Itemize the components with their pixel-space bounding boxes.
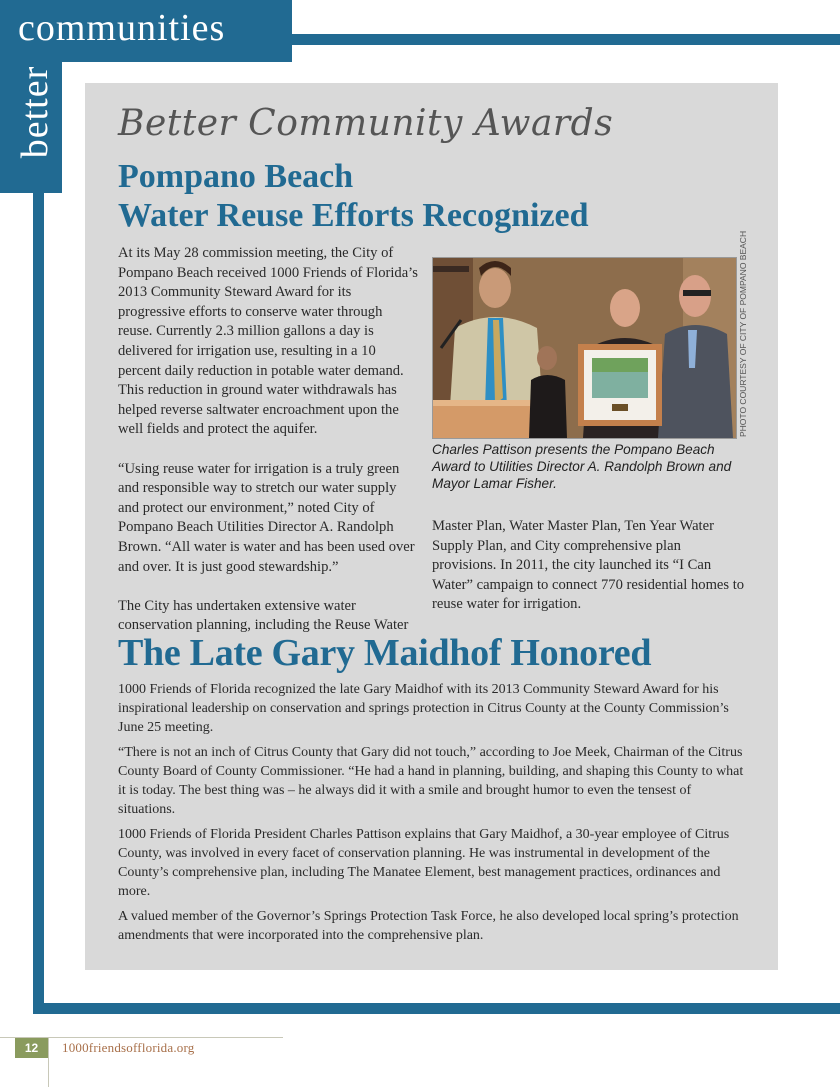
site-url[interactable]: 1000friendsofflorida.org <box>62 1040 195 1055</box>
article1-continued-paragraph: Master Plan, Water Master Plan, Ten Year Water Supply Plan, and City comprehensive plan provisions. In 2011, the city launched its “I Can Water” campaign to connect 770 residential homes to reuse water for irrigation. <box>432 518 745 613</box>
photo-credit <box>736 230 750 437</box>
article2-paragraph: A valued member of the Governor’s Springs Protection Task Force, he also developed local spring’s protection amendments that were incorporated into the comprehensive plan. <box>118 909 739 943</box>
article1-column-left <box>118 244 418 655</box>
article1-paragraph: The City has undertaken extensive water conservation planning, including the Reuse Water <box>118 597 409 634</box>
article2-headline: The Late Gary Maidhof Honored <box>118 632 652 674</box>
series-title: Better Community Awards <box>118 103 614 144</box>
article1-paragraph: At its May 28 commission meeting, the City of Pompano Beach received 1000 Friends of Florida’s 2013 Community Steward Award for its progressive efforts to conserve water through reuse. Currently 2.3 million gallons a day is delivered for irrigation use, resulting in a 10 percent daily reduction in potable water demand. This reduction in ground water withdrawals has helped reverse saltwater encroachment upon the well fields and protect the aquifer. <box>118 245 418 438</box>
photo-illustration <box>433 258 736 438</box>
article1-headline-line2: Water Reuse Efforts Recognized <box>118 197 589 234</box>
article1-headline-line1: Pompano Beach <box>118 158 354 195</box>
article2-paragraph: 1000 Friends of Florida President Charles Pattison explains that Gary Maidhof, a 30-year employee of Citrus County, was involved in every facet of conservation planning. He was instrumental in development of the County’s comprehensive plan, including The Manatee Element, best management practices, ordinances and more. <box>118 827 730 899</box>
photo-caption: Charles Pattison presents the Pompano Beach Award to Utilities Director A. Randolph Brown and Mayor Lamar Fisher. <box>432 442 732 491</box>
article2-paragraph: 1000 Friends of Florida recognized the late Gary Maidhof with its 2013 Community Steward Award for his inspirational leadership on conservation and springs protection in Citrus County at the County Commission’s June 25 meeting. <box>118 682 729 735</box>
frame-left-rule <box>33 193 44 1013</box>
frame-bottom-rule <box>33 1003 840 1014</box>
photo-credit-text: PHOTO COURTESY OF CITY OF POMPANO BEACH <box>738 230 748 437</box>
article1-paragraph: “Using reuse water for irrigation is a truly green and responsible way to stretch our water supply and protect our environment,” noted City of Pompano Beach Utilities Director A. Randolph Brown. “All water is water and has been used over and over. It is just good stewardship.” <box>118 460 415 575</box>
article2-paragraph: “There is not an inch of Citrus County that Gary did not touch,” according to Joe Meek, Chairman of the Citrus County Board of County Commissioner. “He had a hand in planning, building, and shaping this County to what it is today. The best thing was – he always did it with a smile and brought humor to even the tensest of situations. <box>118 745 744 817</box>
footer-vertical-rule <box>48 1038 49 1087</box>
section-label-better: better <box>14 65 56 159</box>
award-photo <box>432 257 737 439</box>
article2-body <box>118 680 748 951</box>
article1-column-right <box>432 517 747 615</box>
section-label-communities: communities <box>18 7 226 49</box>
header-rule <box>292 34 840 45</box>
page-number: 12 <box>15 1038 48 1058</box>
